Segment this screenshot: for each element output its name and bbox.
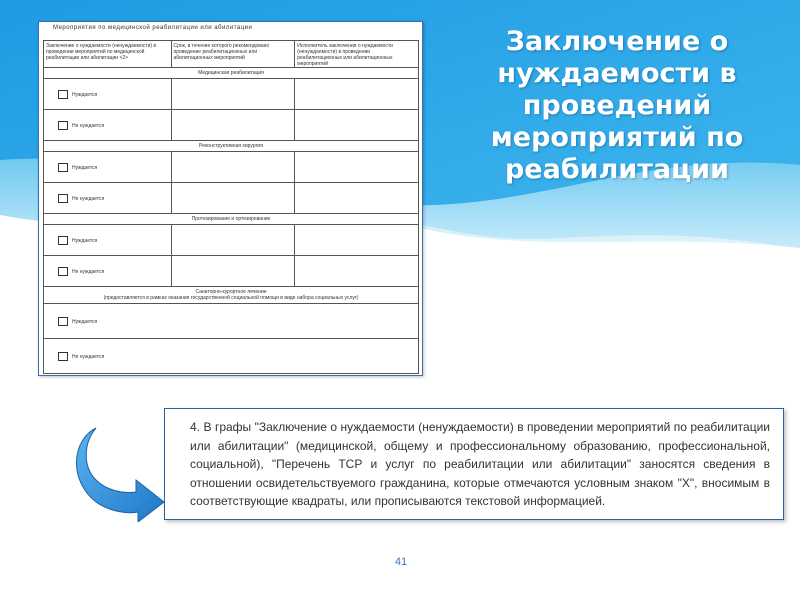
option-label: Нуждается — [72, 237, 98, 244]
checkbox[interactable] — [58, 352, 68, 361]
option-row — [44, 304, 419, 339]
checkbox[interactable] — [58, 317, 68, 326]
option-label: Нуждается — [72, 318, 98, 325]
option-label: Не нуждается — [72, 268, 105, 275]
section-title: Санаторно-курортное лечение — [195, 289, 267, 295]
executor-cell[interactable] — [295, 183, 419, 214]
option-row — [44, 256, 419, 287]
checkbox[interactable] — [58, 90, 68, 99]
section-subtitle: (предоставляется в рамках оказания государственной социальной помощи в виде набора социальных услуг) — [103, 295, 359, 301]
executor-cell[interactable] — [295, 152, 419, 183]
section-row — [44, 68, 419, 79]
checkbox[interactable] — [58, 121, 68, 130]
column-header: Исполнитель заключения о нуждаемости (ненуждаемости) в проведении реабилитационных или абилитационных мероприятий — [295, 41, 419, 68]
section-row — [44, 141, 419, 152]
executor-cell[interactable] — [295, 79, 419, 110]
option-row — [44, 339, 419, 374]
section-title: Протезирование и ортезирование — [44, 214, 419, 225]
checkbox[interactable] — [58, 267, 68, 276]
option-row — [44, 110, 419, 141]
option-label: Не нуждается — [72, 195, 105, 202]
checkbox[interactable] — [58, 236, 68, 245]
executor-cell[interactable] — [295, 110, 419, 141]
term-cell[interactable] — [171, 256, 295, 287]
slide-title: Заключение о нуждаемости в проведений мероприятий по реабилитации — [490, 26, 744, 185]
column-header: Срок, в течение которого рекомендовано проведение реабилитационных или абилитационных мероприятий — [171, 41, 295, 68]
page-number: 41 — [394, 556, 408, 568]
checkbox[interactable] — [58, 194, 68, 203]
section-title: Реконструктивная хирургия — [44, 141, 419, 152]
option-row — [44, 225, 419, 256]
section-title-block — [44, 287, 419, 304]
term-cell[interactable] — [171, 152, 295, 183]
term-cell[interactable] — [171, 79, 295, 110]
checkbox[interactable] — [58, 163, 68, 172]
option-label: Не нуждается — [72, 122, 105, 129]
option-label: Нуждается — [72, 164, 98, 171]
option-row — [44, 152, 419, 183]
curved-arrow-icon — [66, 422, 166, 522]
option-row — [44, 183, 419, 214]
section-title: Медицинская реабилитация — [44, 68, 419, 79]
executor-cell[interactable] — [295, 256, 419, 287]
form-document — [38, 21, 423, 376]
term-cell[interactable] — [171, 183, 295, 214]
term-cell[interactable] — [171, 110, 295, 141]
option-label: Нуждается — [72, 91, 98, 98]
option-row — [44, 79, 419, 110]
option-label: Не нуждается — [72, 353, 105, 360]
column-header: Заключение о нуждаемости (ненуждаемости) в проведении мероприятий по медицинской реабилитации или абилитации <2> — [44, 41, 172, 68]
section-row — [44, 214, 419, 225]
explanation-text: 4. В графы "Заключение о нуждаемости (ненуждаемости) в проведении мероприятий по реабилитации или абилитации" (медицинской, общему и профессиональному образованию, профессиональной, социальной), "Перечень ТСР и услуг по реабилитации или абилитации" заносятся сведения в отношении освидетельствуемого гражданина, которые отмечаются условным знаком "Х", вносимым в соответствующие квадраты, или прописываются текстовой информацией. — [190, 420, 770, 508]
explanation-box — [164, 408, 784, 520]
term-cell[interactable] — [171, 225, 295, 256]
form-heading: Мероприятия по медицинской реабилитации или абилитации — [53, 25, 253, 31]
executor-cell[interactable] — [295, 225, 419, 256]
header-row — [44, 41, 419, 68]
section-row — [44, 287, 419, 304]
rehabilitation-table — [43, 40, 419, 374]
